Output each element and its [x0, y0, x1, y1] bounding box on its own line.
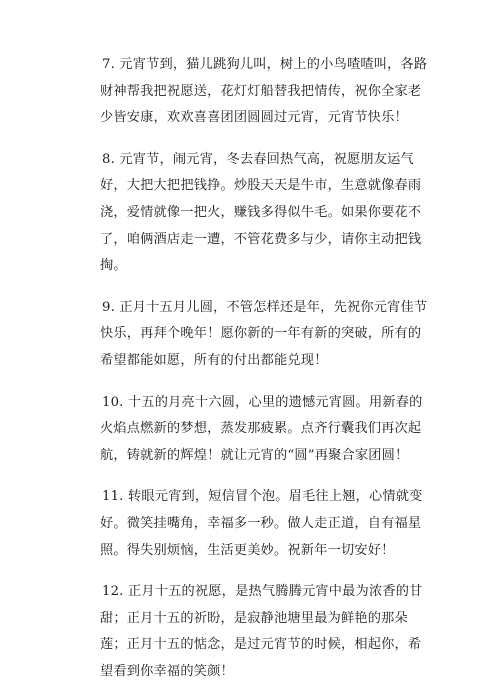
paragraph-list [100, 52, 430, 700]
paragraph-8: 8. 元宵节，闹元宵，冬去春回热气高，祝愿朋友运气好，大把大把把钱挣。炒股天天是牛市，生意就像春雨浇，爱情就像一把火，赚钱多得似牛毛。如果你要花不了，咱俩酒店走一遭，不管花费多与少，请你主动把钱掏。 [100, 151, 422, 274]
paragraph-7: 7. 元宵节到，猫儿跳狗儿叫，树上的小鸟喳喳叫，各路财神帮我把祝愿送，花灯灯船替我把情传，祝你全家老少皆安康，欢欢喜喜团团圆圆过元宵，元宵节快乐！ [100, 57, 428, 126]
paragraph-12: 12. 正月十五的祝愿，是热气腾腾元宵中最为浓香的甘甜；正月十五的祈盼，是寂静池塘里最为鲜艳的那朵莲；正月十五的惦念，是过元宵节的时候，相起你，希望看到你幸福的笑颜！ [100, 584, 423, 679]
paragraph-9: 9. 正月十五月儿圆，不管怎样还是年，先祝你元宵佳节快乐，再拜个晚年！愿你新的一年有新的突破，所有的希望都能如愿，所有的付出都能兑现！ [100, 299, 428, 368]
paragraph-10: 10. 十五的月亮十六圆，心里的遗憾元宵圆。用新春的火焰点燃新的梦想，蒸发那疲累。点齐行囊我们再次起航，铸就新的辉煌！就让元宵的“圆”再聚合家团圆！ [100, 394, 423, 463]
paragraph-11: 11. 转眼元宵到，短信冒个泡。眉毛往上翘，心情就变好。微笑挂嘴角，幸福多一秒。做人走正道，自有福星照。得失别烦恼，生活更美妙。祝新年一切安好！ [100, 489, 423, 558]
